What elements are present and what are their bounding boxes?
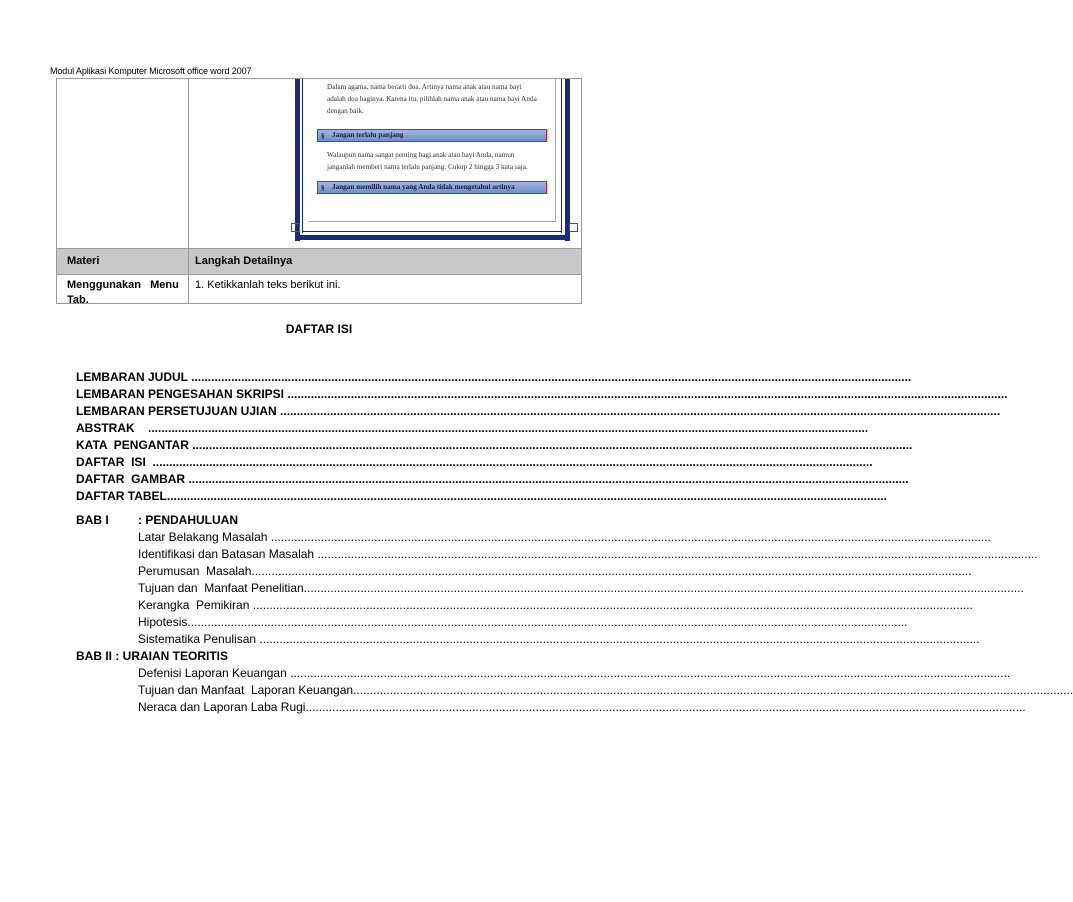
screenshot-paragraph: Dalam agama, nama berarti doa. Artinya nama anak atau nama bayi adalah doa baginya. Karena itu, pilihlah nama anak atau nama bayi Anda dengan baik. — [327, 83, 537, 115]
dot-leader: ........................................................................................................................................................................................................................ — [192, 438, 913, 452]
toc-entry-label: DAFTAR GAMBAR — [76, 472, 189, 486]
toc-entry — [76, 489, 888, 506]
page-border-inner-left — [302, 79, 303, 233]
toc-entry — [76, 472, 909, 489]
dot-leader: ........................................................................................................................................................................................................................ — [259, 632, 980, 646]
dot-leader: ........................................................................................................................................................................................................................ — [287, 387, 1008, 401]
toc-subentry — [138, 530, 991, 544]
toc-subentry-label: Defenisi Laporan Keuangan — [138, 666, 291, 680]
toc-entry-label: DAFTAR TABEL — [76, 489, 167, 503]
toc-subentry — [138, 598, 973, 612]
toc-entry — [76, 370, 912, 387]
table-header-row — [57, 249, 581, 274]
dot-leader: ........................................................................................................................................................................................................................ — [305, 700, 1026, 714]
table-header-materi: Materi — [67, 255, 100, 267]
page-border-left — [295, 79, 300, 241]
dot-leader: ........................................................................................................................................................................................................................ — [166, 489, 888, 503]
toc-entry-label: DAFTAR ISI — [76, 455, 153, 469]
dot-leader: ........................................................................................................................................................................................................................ — [303, 581, 1024, 595]
dot-leader: ........................................................................................................................................................................................................................ — [252, 598, 973, 612]
bab1-label: BAB I — [76, 513, 109, 527]
toc-entry-label: LEMBARAN PERSETUJUAN UJIAN — [76, 404, 281, 418]
dot-leader: ........................................................................................................................................................................................................................ — [317, 547, 1038, 561]
materi-table — [56, 78, 582, 304]
toc-title: DAFTAR ISI — [285, 322, 353, 336]
toc-subentry-label: Perumusan Masalah — [138, 564, 252, 578]
toc-entry — [76, 421, 869, 438]
embedded-word-screenshot — [289, 79, 581, 247]
table-cell-langkah: 1. Ketikkanlah teks berikut ini. — [195, 279, 341, 291]
document-header: Modul Aplikasi Komputer Microsoft office word 2007 — [50, 66, 252, 76]
dot-leader: ........................................................................................................................................................................................................................ — [187, 615, 908, 629]
bullet-icon: § — [321, 184, 325, 192]
screenshot-heading-text: Jangan memilih nama yang Anda tidak mengetahui artinya — [332, 183, 515, 191]
toc-subentry — [138, 632, 980, 646]
toc-subentry — [138, 547, 1038, 561]
corner-marker — [569, 223, 578, 232]
screenshot-heading-text: Jangan terlalu panjang — [332, 131, 404, 139]
toc-subentry-label: Tujuan dan Manfaat Laporan Keuangan — [138, 683, 354, 697]
bab1-title: : PENDAHULUAN — [138, 513, 238, 527]
toc-subentry — [138, 581, 1024, 595]
corner-marker — [291, 223, 300, 232]
toc-subentry-label: Identifikasi dan Batasan Masalah — [138, 547, 318, 561]
toc-subentry-label: Hipotesis — [138, 615, 188, 629]
dot-leader: ........................................................................................................................................................................................................................ — [251, 564, 972, 578]
toc-entry-label: LEMBARAN PENGESAHAN SKRIPSI — [76, 387, 288, 401]
table-cell-materi-cont: Tab. — [67, 294, 89, 306]
screenshot-heading — [317, 181, 547, 194]
toc-subentry-label: Latar Belakang Masalah — [138, 530, 271, 544]
toc-subentry — [138, 615, 908, 629]
page-border-inner-right — [561, 79, 562, 233]
table-row-divider — [57, 274, 581, 275]
toc-subentry — [138, 666, 1011, 680]
dot-leader: ........................................................................................................................................................................................................................ — [188, 472, 909, 486]
dot-leader: ........................................................................................................................................................................................................................ — [353, 683, 1073, 697]
toc-subentry — [138, 700, 1026, 714]
toc-subentry-label: Tujuan dan Manfaat Penelitian — [138, 581, 304, 595]
toc-subentry-label: Kerangka Pemikiran — [138, 598, 253, 612]
bab2-label: BAB II : URAIAN TEORITIS — [76, 649, 228, 663]
toc-entry-label: LEMBARAN JUDUL — [76, 370, 192, 384]
toc-entry-label: KATA PENGANTAR — [76, 438, 193, 452]
toc-subentry-label: Sistematika Penulisan — [138, 632, 260, 646]
document-page — [309, 79, 556, 222]
dot-leader: ........................................................................................................................................................................................................................ — [148, 421, 869, 435]
page-border-inner-bottom — [302, 231, 562, 232]
table-cell-materi: Menggunakan Menu — [67, 279, 179, 291]
dot-leader: ........................................................................................................................................................................................................................ — [270, 530, 991, 544]
dot-leader: ........................................................................................................................................................................................................................ — [280, 404, 1001, 418]
table-header-langkah: Langkah Detailnya — [195, 255, 293, 267]
dot-leader: ........................................................................................................................................................................................................................ — [152, 455, 873, 469]
bullet-icon: § — [321, 132, 325, 140]
dot-leader: ........................................................................................................................................................................................................................ — [290, 666, 1011, 680]
page-border-right — [565, 79, 570, 241]
toc-entry — [76, 438, 913, 455]
toc-subentry — [138, 564, 972, 578]
table-column-divider — [188, 249, 189, 303]
page-border-bottom — [295, 235, 570, 240]
toc-entry-label: ABSTRAK — [76, 421, 148, 435]
toc-entry — [76, 387, 1008, 404]
dot-leader: ........................................................................................................................................................................................................................ — [191, 370, 912, 384]
toc-entry — [76, 404, 1001, 421]
toc-subentry — [138, 683, 1073, 697]
screenshot-heading — [317, 129, 547, 142]
screenshot-paragraph: Walaupun nama sangat penting bagi anak atau bayi Anda, namun janganlah memberi nama terlalu panjang. Cukup 2 hingga 3 kata saja. — [327, 151, 528, 171]
toc-subentry-label: Neraca dan Laporan Laba Rugi — [138, 700, 306, 714]
toc-entry — [76, 455, 873, 472]
